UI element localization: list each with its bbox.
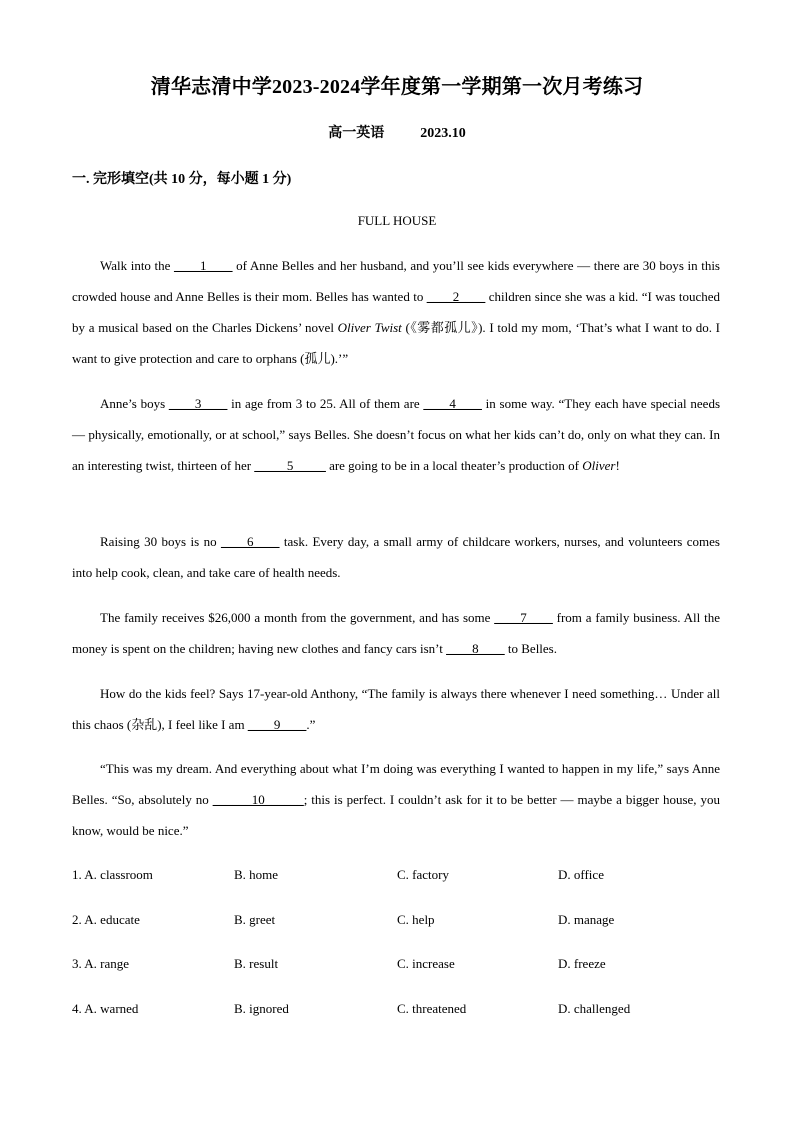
section-heading: 一. 完形填空(共 10 分，每小题 1 分) [72, 172, 292, 187]
option-b: B. ignored [234, 1001, 289, 1016]
subject-label: 高一英语 [328, 126, 385, 141]
blank-5: _____5_____ [254, 458, 326, 473]
option-c: C. factory [397, 867, 449, 882]
blank-2: ____2____ [426, 289, 486, 304]
option-a: 3. A. range [72, 956, 130, 971]
option-c: C. increase [397, 956, 455, 971]
option-c: C. help [397, 912, 435, 927]
paragraph-text: to Belles. [504, 641, 557, 656]
paragraph-text: How do the kids feel? Says 17-year-old Anthony, “The family is always there whenever I need something… Under all this chaos (杂乱), I feel like I am [72, 686, 720, 732]
exam-subtitle [0, 122, 794, 142]
paragraph-text: children since she was a kid. “I was touched by a musical based on the Charles Dickens’ novel [72, 289, 721, 335]
blank-9: ____9____ [247, 717, 307, 732]
passage-paragraph-6 [72, 753, 720, 846]
paragraph-text: in age from 3 to 25. All of them are [227, 396, 424, 411]
passage-paragraph-2 [72, 388, 720, 481]
blank-7: ____7____ [494, 610, 553, 625]
option-b: B. home [234, 867, 279, 882]
passage-paragraph-4 [72, 602, 720, 664]
paragraph-text: Walk into the [100, 258, 175, 273]
option-a: 4. A. warned [72, 1001, 139, 1016]
question-3-options [72, 956, 722, 976]
paragraph-text: task. Every day, a small army of childcare workers, nurses, and volunteers comes into help cook, clean, and take care of health needs. [72, 534, 720, 580]
exam-title: 清华志清中学2023-2024学年度第一学期第一次月考练习 [150, 76, 644, 98]
paragraph-text: of Anne Belles and her husband, and you’ll see kids everywhere — there are 30 boys in this crowded house and Anne Belles is their mom. Belles has wanted to [72, 258, 720, 304]
blank-4: ____4____ [423, 396, 482, 411]
passage-paragraph-1 [72, 250, 720, 374]
option-b: B. result [234, 956, 279, 971]
exam-date: 2023.10 [420, 126, 466, 141]
blank-3: ____3____ [168, 396, 228, 411]
passage-paragraph-5 [72, 678, 720, 740]
paragraph-text: (《雾都孤儿》). I told my mom, ‘That’s what I want to do. I want to give protection and care to orphans (孤儿).’” [72, 320, 721, 366]
paragraph-text: are going to be in a local theater’s production of [325, 458, 583, 473]
paragraph-text: in some way. “They each have special needs — physically, emotionally, or at school,” says Belles. She doesn’t focus on what her kids can’t do, only on what they can. In an interesting twist, thirteen of her [72, 396, 721, 473]
passage-paragraph-3 [72, 526, 720, 588]
blank-6: ____6____ [220, 534, 280, 549]
option-c: C. threatened [397, 1001, 467, 1016]
option-d: D. manage [558, 912, 615, 927]
option-d: D. freeze [558, 956, 606, 971]
blank-8: ____8____ [446, 641, 505, 656]
option-d: D. office [558, 867, 604, 882]
paragraph-text: The family receives $26,000 a month from the government, and has some [100, 610, 495, 625]
paragraph-text: “This was my dream. And everything about what I’m doing was everything I wanted to happen in my life,” says Anne Belles. “So, absolutely no [72, 761, 720, 807]
paragraph-text: .” [306, 717, 316, 732]
option-a: 1. A. classroom [72, 867, 153, 882]
paragraph-text: Anne’s boys [100, 396, 169, 411]
blank-1: ____1____ [174, 258, 233, 273]
question-2-options [72, 912, 722, 932]
question-1-options [72, 867, 722, 887]
question-4-options [72, 1001, 722, 1021]
blank-10: ______10______ [212, 792, 304, 807]
option-a: 2. A. educate [72, 912, 140, 927]
paragraph-text: Raising 30 boys is no [100, 534, 221, 549]
option-b: B. greet [234, 912, 276, 927]
paragraph-text: ! [615, 458, 620, 473]
paragraph-text: from a family business. All the money is spent on the children; having new clothes and fancy cars isn’t [72, 610, 720, 656]
book-title: Oliver Twist [337, 320, 402, 335]
option-d: D. challenged [558, 1001, 631, 1016]
passage-title: FULL HOUSE [357, 213, 437, 228]
play-title: Oliver [582, 458, 616, 473]
paragraph-text: ; this is perfect. I couldn’t ask for it to be better — maybe a bigger house, you know, would be nice.” [72, 792, 720, 838]
